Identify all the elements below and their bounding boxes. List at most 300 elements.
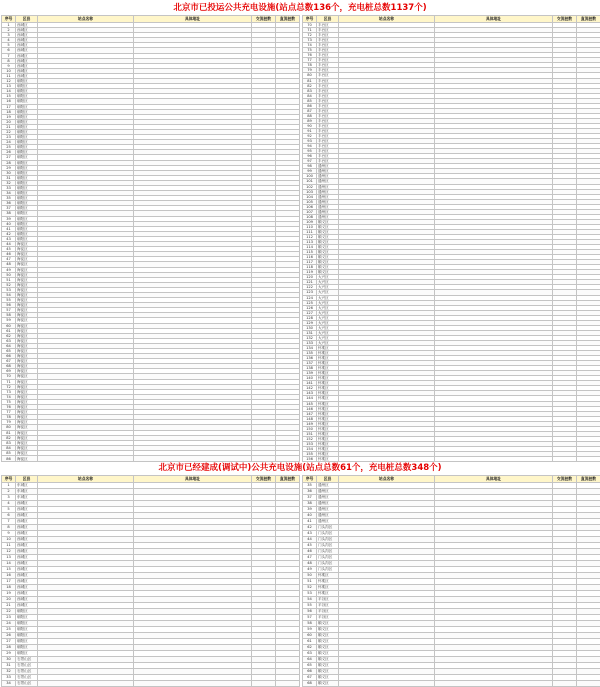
cell-index: 15 <box>2 94 16 99</box>
col-header-ac: 交流桩数 <box>553 16 577 23</box>
cell-district: 顺义区 <box>317 639 339 645</box>
cell-index: 103 <box>303 189 317 194</box>
cell-index: 30 <box>2 170 16 175</box>
cell-district: 丰台区 <box>317 78 339 83</box>
cell-district: 海淀区 <box>16 277 38 282</box>
cell-index: 42 <box>2 231 16 236</box>
cell-index: 45 <box>303 543 317 549</box>
cell-index: 104 <box>303 194 317 199</box>
cell-district: 西城区 <box>16 38 38 43</box>
cell-district: 西城区 <box>16 537 38 543</box>
cell-index: 154 <box>303 446 317 451</box>
cell-index: 133 <box>303 340 317 345</box>
cell-district: 朝阳区 <box>16 180 38 185</box>
cell-index: 140 <box>303 376 317 381</box>
cell-district: 顺义区 <box>317 234 339 239</box>
cell-district: 东城区 <box>16 483 38 489</box>
cell-district: 朝阳区 <box>16 170 38 175</box>
cell-district: 朝阳区 <box>16 216 38 221</box>
cell-index: 28 <box>2 645 16 651</box>
cell-index: 113 <box>303 240 317 245</box>
cell-index: 93 <box>303 139 317 144</box>
cell-index: 77 <box>303 58 317 63</box>
cell-district: 怀柔区 <box>317 401 339 406</box>
cell-index: 12 <box>2 79 16 84</box>
cell-index: 1 <box>2 23 16 28</box>
cell-index: 75 <box>303 48 317 53</box>
cell-index: 94 <box>303 144 317 149</box>
cell-index: 63 <box>2 338 16 343</box>
cell-district: 朝阳区 <box>16 196 38 201</box>
cell-district: 朝阳区 <box>16 94 38 99</box>
cell-index: 61 <box>303 639 317 645</box>
cell-index: 22 <box>2 609 16 615</box>
cell-index: 118 <box>303 265 317 270</box>
cell-station-name <box>38 681 134 687</box>
cell-district: 西城区 <box>16 501 38 507</box>
col-header-ac: 交流桩数 <box>252 476 276 483</box>
cell-index: 17 <box>2 104 16 109</box>
cell-district: 西城区 <box>16 23 38 28</box>
cell-district: 平谷区 <box>317 609 339 615</box>
cell-district: 海淀区 <box>16 440 38 445</box>
cell-district: 通州区 <box>317 179 339 184</box>
cell-district: 西城区 <box>16 507 38 513</box>
cell-dc-count <box>577 457 600 462</box>
cell-district: 海淀区 <box>16 354 38 359</box>
section2-right-table <box>302 475 600 687</box>
cell-index: 62 <box>2 333 16 338</box>
cell-index: 22 <box>2 129 16 134</box>
section1-title: 北京市已投运公共充电设施(站点总数136个，充电桩总数1137个) <box>0 0 600 15</box>
cell-district: 丰台区 <box>317 58 339 63</box>
cell-district: 朝阳区 <box>16 135 38 140</box>
cell-district: 丰台区 <box>317 48 339 53</box>
cell-index: 88 <box>303 113 317 118</box>
cell-index: 11 <box>2 73 16 78</box>
cell-index: 91 <box>303 128 317 133</box>
cell-district: 朝阳区 <box>16 155 38 160</box>
cell-district: 丰台区 <box>317 53 339 58</box>
cell-district: 大兴区 <box>317 315 339 320</box>
cell-index: 43 <box>303 531 317 537</box>
cell-index: 137 <box>303 361 317 366</box>
cell-district: 顺义区 <box>317 219 339 224</box>
cell-dc-count <box>577 681 600 687</box>
cell-index: 135 <box>303 351 317 356</box>
cell-index: 58 <box>2 313 16 318</box>
cell-district: 顺义区 <box>317 224 339 229</box>
cell-district: 西城区 <box>16 561 38 567</box>
col-header-district: 区县 <box>16 16 38 23</box>
cell-index: 155 <box>303 451 317 456</box>
cell-district: 通州区 <box>317 169 339 174</box>
section2-left-table <box>1 475 300 687</box>
cell-index: 60 <box>303 633 317 639</box>
cell-index: 46 <box>303 549 317 555</box>
cell-district: 顺义区 <box>317 675 339 681</box>
cell-index: 64 <box>2 343 16 348</box>
cell-district: 怀柔区 <box>317 351 339 356</box>
cell-index: 67 <box>303 675 317 681</box>
cell-index: 131 <box>303 330 317 335</box>
cell-district: 朝阳区 <box>16 124 38 129</box>
cell-station-name <box>339 457 435 462</box>
cell-district: 通州区 <box>317 214 339 219</box>
cell-index: 42 <box>303 525 317 531</box>
cell-district: 顺义区 <box>317 669 339 675</box>
table-header-row <box>2 476 300 483</box>
cell-index: 13 <box>2 555 16 561</box>
cell-district: 怀柔区 <box>317 416 339 421</box>
cell-dc-count <box>276 681 300 687</box>
cell-station-name <box>38 455 134 461</box>
cell-district: 海淀区 <box>16 430 38 435</box>
cell-index: 79 <box>303 68 317 73</box>
cell-index: 21 <box>2 603 16 609</box>
cell-index: 24 <box>2 621 16 627</box>
cell-district: 通州区 <box>317 174 339 179</box>
cell-district: 通州区 <box>317 189 339 194</box>
cell-district: 大兴区 <box>317 275 339 280</box>
cell-district: 通州区 <box>317 199 339 204</box>
cell-index: 49 <box>2 267 16 272</box>
cell-index: 112 <box>303 234 317 239</box>
section1-left-table <box>1 15 300 462</box>
cell-index: 129 <box>303 320 317 325</box>
cell-index: 147 <box>303 411 317 416</box>
cell-index: 75 <box>2 399 16 404</box>
cell-index: 21 <box>2 124 16 129</box>
cell-index: 27 <box>2 639 16 645</box>
cell-index: 47 <box>303 555 317 561</box>
cell-index: 44 <box>303 537 317 543</box>
cell-index: 156 <box>303 457 317 462</box>
cell-district: 西城区 <box>16 597 38 603</box>
cell-district: 顺义区 <box>317 663 339 669</box>
cell-district: 海淀区 <box>16 287 38 292</box>
cell-district: 石景山区 <box>16 681 38 687</box>
cell-district: 怀柔区 <box>317 591 339 597</box>
cell-index: 5 <box>2 43 16 48</box>
cell-address <box>435 457 553 462</box>
cell-index: 86 <box>303 103 317 108</box>
cell-district: 平谷区 <box>317 615 339 621</box>
cell-district: 门头沟区 <box>317 555 339 561</box>
cell-district: 朝阳区 <box>16 104 38 109</box>
cell-index: 101 <box>303 179 317 184</box>
cell-district: 门头沟区 <box>317 567 339 573</box>
cell-district: 朝阳区 <box>16 231 38 236</box>
cell-district: 海淀区 <box>16 369 38 374</box>
cell-index: 124 <box>303 295 317 300</box>
cell-index: 6 <box>2 48 16 53</box>
cell-index: 3 <box>2 33 16 38</box>
cell-district: 门头沟区 <box>317 537 339 543</box>
cell-index: 80 <box>2 425 16 430</box>
cell-index: 73 <box>2 389 16 394</box>
cell-index: 37 <box>2 206 16 211</box>
cell-index: 14 <box>2 561 16 567</box>
cell-index: 105 <box>303 199 317 204</box>
cell-index: 143 <box>303 391 317 396</box>
cell-district: 丰台区 <box>317 93 339 98</box>
cell-index: 141 <box>303 381 317 386</box>
cell-index: 87 <box>303 108 317 113</box>
cell-district: 海淀区 <box>16 364 38 369</box>
cell-district: 西城区 <box>16 48 38 53</box>
cell-district: 西城区 <box>16 28 38 33</box>
col-header-district: 区县 <box>16 476 38 483</box>
cell-district: 朝阳区 <box>16 651 38 657</box>
cell-index: 111 <box>303 229 317 234</box>
cell-index: 26 <box>2 633 16 639</box>
cell-index: 51 <box>2 277 16 282</box>
cell-index: 54 <box>2 292 16 297</box>
cell-index: 134 <box>303 346 317 351</box>
cell-district: 丰台区 <box>317 154 339 159</box>
cell-ac-count <box>553 681 577 687</box>
cell-district: 顺义区 <box>317 229 339 234</box>
table-header-row <box>303 476 600 483</box>
cell-index: 136 <box>303 356 317 361</box>
cell-district: 石景山区 <box>16 657 38 663</box>
cell-district: 海淀区 <box>16 262 38 267</box>
cell-index: 71 <box>303 28 317 33</box>
cell-index: 85 <box>2 450 16 455</box>
cell-index: 76 <box>303 53 317 58</box>
cell-dc-count <box>276 455 300 461</box>
cell-district: 怀柔区 <box>317 446 339 451</box>
cell-district: 怀柔区 <box>317 431 339 436</box>
cell-index: 97 <box>303 159 317 164</box>
cell-district: 丰台区 <box>317 83 339 88</box>
section1-tables <box>0 15 600 462</box>
cell-district: 通州区 <box>317 204 339 209</box>
cell-district: 平谷区 <box>317 603 339 609</box>
cell-district: 朝阳区 <box>16 609 38 615</box>
cell-district: 丰台区 <box>317 68 339 73</box>
cell-index: 1 <box>2 483 16 489</box>
cell-index: 36 <box>2 201 16 206</box>
cell-index: 12 <box>2 549 16 555</box>
cell-district: 西城区 <box>16 63 38 68</box>
cell-district: 怀柔区 <box>317 411 339 416</box>
cell-index: 65 <box>2 349 16 354</box>
cell-district: 丰台区 <box>317 103 339 108</box>
cell-index: 68 <box>2 364 16 369</box>
cell-index: 19 <box>2 591 16 597</box>
col-header-dc: 直流桩数 <box>577 16 600 23</box>
cell-district: 西城区 <box>16 519 38 525</box>
cell-index: 48 <box>2 262 16 267</box>
col-header-address: 具体地址 <box>435 476 553 483</box>
cell-district: 海淀区 <box>16 455 38 461</box>
col-header-address: 具体地址 <box>134 16 252 23</box>
cell-district: 海淀区 <box>16 242 38 247</box>
cell-district: 西城区 <box>16 73 38 78</box>
cell-district: 顺义区 <box>317 255 339 260</box>
cell-district: 大兴区 <box>317 340 339 345</box>
cell-index: 40 <box>303 513 317 519</box>
cell-index: 123 <box>303 290 317 295</box>
cell-district: 怀柔区 <box>317 426 339 431</box>
cell-district: 海淀区 <box>16 323 38 328</box>
cell-district: 朝阳区 <box>16 84 38 89</box>
cell-district: 西城区 <box>16 573 38 579</box>
cell-index: 81 <box>2 430 16 435</box>
cell-index: 108 <box>303 214 317 219</box>
cell-index: 28 <box>2 160 16 165</box>
cell-district: 丰台区 <box>317 88 339 93</box>
cell-district: 怀柔区 <box>317 441 339 446</box>
cell-district: 通州区 <box>317 194 339 199</box>
cell-index: 76 <box>2 405 16 410</box>
cell-index: 60 <box>2 323 16 328</box>
cell-district: 大兴区 <box>317 335 339 340</box>
cell-index: 18 <box>2 109 16 114</box>
cell-district: 朝阳区 <box>16 211 38 216</box>
cell-index: 84 <box>2 445 16 450</box>
cell-district: 石景山区 <box>16 675 38 681</box>
cell-index: 52 <box>303 585 317 591</box>
cell-index: 17 <box>2 579 16 585</box>
cell-district: 海淀区 <box>16 415 38 420</box>
cell-district: 朝阳区 <box>16 221 38 226</box>
cell-ac-count <box>553 457 577 462</box>
cell-index: 38 <box>303 501 317 507</box>
cell-station-name <box>339 681 435 687</box>
cell-index: 119 <box>303 270 317 275</box>
cell-index: 9 <box>2 531 16 537</box>
cell-index: 85 <box>303 98 317 103</box>
cell-district: 通州区 <box>317 209 339 214</box>
cell-index: 74 <box>2 394 16 399</box>
cell-district: 石景山区 <box>16 663 38 669</box>
cell-index: 82 <box>303 83 317 88</box>
cell-index: 33 <box>2 186 16 191</box>
cell-district: 朝阳区 <box>16 639 38 645</box>
cell-district: 东城区 <box>16 489 38 495</box>
cell-district: 丰台区 <box>317 149 339 154</box>
cell-index: 78 <box>2 415 16 420</box>
cell-district: 海淀区 <box>16 405 38 410</box>
cell-district: 海淀区 <box>16 435 38 440</box>
cell-index: 146 <box>303 406 317 411</box>
cell-district: 丰台区 <box>317 144 339 149</box>
cell-district: 丰台区 <box>317 118 339 123</box>
cell-index: 81 <box>303 78 317 83</box>
cell-index: 78 <box>303 63 317 68</box>
cell-district: 海淀区 <box>16 420 38 425</box>
cell-district: 丰台区 <box>317 43 339 48</box>
cell-district: 朝阳区 <box>16 621 38 627</box>
cell-index: 50 <box>303 573 317 579</box>
cell-district: 西城区 <box>16 549 38 555</box>
cell-district: 通州区 <box>317 507 339 513</box>
cell-index: 130 <box>303 325 317 330</box>
cell-index: 151 <box>303 431 317 436</box>
cell-district: 大兴区 <box>317 300 339 305</box>
cell-district: 丰台区 <box>317 134 339 139</box>
cell-index: 90 <box>303 123 317 128</box>
cell-index: 20 <box>2 119 16 124</box>
table-row <box>303 681 600 687</box>
cell-district: 怀柔区 <box>317 406 339 411</box>
cell-address <box>134 455 252 461</box>
cell-district: 西城区 <box>16 555 38 561</box>
cell-index: 50 <box>2 272 16 277</box>
cell-district: 海淀区 <box>16 349 38 354</box>
cell-district: 顺义区 <box>317 245 339 250</box>
cell-index: 29 <box>2 165 16 170</box>
cell-index: 6 <box>2 513 16 519</box>
cell-district: 朝阳区 <box>16 119 38 124</box>
cell-district: 海淀区 <box>16 247 38 252</box>
cell-index: 13 <box>2 84 16 89</box>
cell-index: 96 <box>303 154 317 159</box>
col-header-district: 区县 <box>317 16 339 23</box>
cell-district: 海淀区 <box>16 379 38 384</box>
cell-district: 门头沟区 <box>317 531 339 537</box>
cell-index: 25 <box>2 627 16 633</box>
section2-title: 北京市已经建成(调试中)公共充电设施(站点总数61个，充电桩总数348个) <box>0 462 600 475</box>
cell-district: 大兴区 <box>317 305 339 310</box>
cell-district: 丰台区 <box>317 63 339 68</box>
cell-index: 138 <box>303 366 317 371</box>
cell-district: 西城区 <box>16 525 38 531</box>
col-header-station: 站点名称 <box>339 476 435 483</box>
table-header-row <box>2 16 300 23</box>
cell-district: 怀柔区 <box>317 366 339 371</box>
cell-index: 34 <box>2 681 16 687</box>
cell-index: 34 <box>2 191 16 196</box>
col-header-station: 站点名称 <box>38 476 134 483</box>
cell-index: 44 <box>2 242 16 247</box>
cell-index: 86 <box>2 455 16 461</box>
cell-district: 丰台区 <box>317 33 339 38</box>
cell-district: 顺义区 <box>317 651 339 657</box>
cell-index: 61 <box>2 328 16 333</box>
cell-district: 顺义区 <box>317 250 339 255</box>
cell-index: 8 <box>2 58 16 63</box>
cell-district: 海淀区 <box>16 298 38 303</box>
cell-district: 海淀区 <box>16 338 38 343</box>
cell-district: 西城区 <box>16 513 38 519</box>
cell-index: 47 <box>2 257 16 262</box>
col-header-station: 站点名称 <box>339 16 435 23</box>
cell-index: 80 <box>303 73 317 78</box>
cell-index: 33 <box>2 675 16 681</box>
cell-district: 怀柔区 <box>317 381 339 386</box>
cell-index: 100 <box>303 174 317 179</box>
cell-index: 52 <box>2 282 16 287</box>
cell-district: 海淀区 <box>16 445 38 450</box>
cell-district: 顺义区 <box>317 657 339 663</box>
cell-index: 56 <box>2 303 16 308</box>
cell-index: 11 <box>2 543 16 549</box>
cell-district: 朝阳区 <box>16 145 38 150</box>
cell-district: 平谷区 <box>317 597 339 603</box>
cell-index: 16 <box>2 99 16 104</box>
cell-index: 65 <box>303 663 317 669</box>
cell-district: 东城区 <box>16 495 38 501</box>
cell-district: 丰台区 <box>317 128 339 133</box>
col-header-station: 站点名称 <box>38 16 134 23</box>
cell-index: 63 <box>303 651 317 657</box>
cell-index: 117 <box>303 260 317 265</box>
col-header-index: 序号 <box>303 476 317 483</box>
